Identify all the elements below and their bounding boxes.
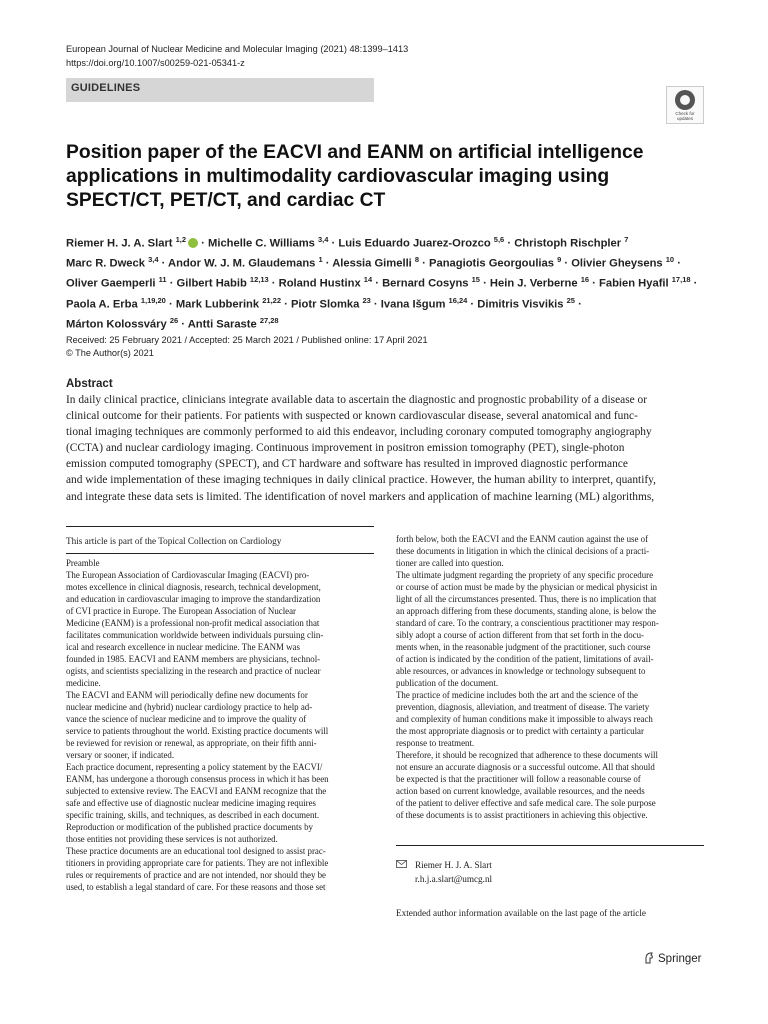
text-line: motes excellence in clinical diagnosis, research, technical development,: [66, 582, 321, 592]
extended-author-info: Extended author information available on the last page of the article: [396, 908, 647, 918]
text-line: sibly adopt a course of action different from that set forth in the docu-: [396, 630, 645, 640]
text-line: and education in cardiovascular imaging to improve the standardization: [66, 594, 321, 604]
author-name[interactable]: Panagiotis Georgoulias: [429, 257, 554, 270]
text-line: subjected to extensive review. The EACVI and EANM recognize that the: [66, 786, 327, 796]
text-line: These practice documents are an educational tool designed to assist prac-: [66, 846, 326, 856]
author-name[interactable]: Gilbert Habib: [176, 278, 247, 291]
check-for-updates-badge[interactable]: [666, 86, 704, 124]
abstract-heading: Abstract: [66, 378, 113, 390]
author-separator: ·: [322, 257, 333, 270]
dates-line: Received: 25 February 2021 / Accepted: 25 March 2021 / Published online: 17 April 2021: [66, 335, 428, 345]
publisher-name: Springer: [658, 953, 702, 965]
title-line: Position paper of the EACVI and EANM on artificial intelligence: [66, 142, 644, 163]
text-line: ments when, in the reasonable judgment of the practitioner, such course: [396, 642, 651, 652]
text-line: and complexity of human conditions make it impossible to always reach: [396, 714, 653, 724]
text-line: response to treatment.: [396, 738, 475, 748]
author-separator: ·: [370, 298, 381, 311]
text-line: used, to establish a legal standard of care. For these reasons and those set: [66, 882, 326, 892]
author-affiliation: 23: [362, 295, 371, 305]
text-line: or course of action must be made by the physician or medical physicist in: [396, 582, 658, 592]
author-name[interactable]: Bernard Cosyns: [382, 278, 469, 291]
author-separator: ·: [178, 318, 188, 331]
title-line: applications in multimodality cardiovascular imaging using: [66, 166, 610, 187]
article-title: [66, 141, 686, 213]
text-line: Preamble: [66, 558, 100, 568]
author-line: [66, 252, 726, 272]
author-name[interactable]: Antti Saraste: [187, 318, 257, 331]
author-affiliation: 11: [158, 275, 167, 285]
text-line: medicine.: [66, 678, 101, 688]
author-list: [66, 232, 726, 333]
author-affiliation: 14: [363, 275, 373, 285]
author-name[interactable]: Dimitris Visvikis: [477, 298, 564, 311]
text-line: an approach differing from these documents, standing alone, is below the: [396, 606, 657, 616]
author-affiliation: 9: [557, 255, 562, 265]
text-line: rules or requirements of practice and are not intended, nor should they be: [66, 870, 326, 880]
section-banner: [66, 78, 374, 102]
journal-header: [66, 42, 408, 70]
author-affiliation: 7: [624, 235, 629, 244]
preamble-column-right: [396, 533, 706, 821]
abstract-line: emission computed tomography (SPECT), and CT hardware and software has resulted in improved diagnostic performance: [66, 458, 628, 471]
text-line: these documents in litigation in which the clinical decisions of a practi-: [396, 546, 650, 556]
author-name[interactable]: Márton Kolossváry: [66, 318, 167, 331]
author-name[interactable]: Mark Lubberink: [175, 298, 260, 311]
author-affiliation: 16: [580, 275, 590, 285]
text-line: The European Association of Cardiovascular Imaging (EACVI) pro-: [66, 570, 310, 580]
crossmark-icon: [675, 90, 695, 110]
author-separator: ·: [328, 237, 339, 250]
author-name[interactable]: Roland Hustinx: [278, 278, 361, 291]
abstract-section: [66, 377, 703, 505]
author-affiliation: 1,2: [175, 235, 187, 244]
topical-collection-note: This article is part of the Topical Collection on Cardiology: [66, 536, 282, 546]
author-affiliation: 26: [169, 315, 179, 325]
text-line: vance the science of nuclear medicine and to improve the quality of: [66, 714, 307, 724]
author-affiliation: 3,4: [317, 235, 329, 244]
divider: [66, 553, 374, 554]
text-line: publication of the document.: [396, 678, 499, 688]
abstract-line: (CCTA) and nuclear cardiology imaging. Continuous improvement in positron emission tomography (PET), single-photon: [66, 442, 625, 455]
author-affiliation: 1: [318, 255, 323, 265]
author-separator: ·: [467, 298, 478, 311]
text-line: light of all the circumstances presented. Thus, there is no implication that: [396, 594, 657, 604]
author-separator: ·: [589, 278, 600, 291]
author-separator: ·: [165, 298, 176, 311]
author-name[interactable]: Piotr Slomka: [290, 298, 360, 311]
author-affiliation: 21,22: [262, 295, 282, 305]
author-affiliation: 10: [665, 255, 675, 265]
author-affiliation: 25: [566, 295, 575, 305]
text-line: be expected is that the practitioner will follow a reasonable course of: [396, 774, 641, 784]
author-separator: ·: [158, 257, 169, 270]
divider: [66, 526, 374, 527]
abstract-line: clinical outcome for their patients. For patients with suspected or known cardiovascular disease, several anatomical and func-: [66, 410, 638, 423]
text-line: not ensure an accurate diagnosis or a successful outcome. All that should: [396, 762, 655, 772]
author-affiliation: 17,18: [671, 275, 691, 285]
author-name[interactable]: Christoph Rischpler: [514, 237, 622, 250]
envelope-icon: [396, 860, 407, 868]
author-affiliation: 1,19,20: [140, 295, 166, 305]
preamble-column-left: [66, 557, 376, 893]
text-line: forth below, both the EACVI and the EANM caution against the use of: [396, 534, 649, 544]
author-name[interactable]: Alessia Gimelli: [332, 257, 412, 270]
text-line: Each practice document, representing a policy statement by the EACVI/: [66, 762, 323, 772]
abstract-line: In daily clinical practice, clinicians integrate available data to ascertain the diagnostic and prognostic probability of a disease or: [66, 394, 648, 406]
text-line: of action is indicated by the condition of the patient, limitations of avail-: [396, 654, 654, 664]
springer-horse-icon: [643, 952, 655, 964]
contact-name: Riemer H. J. A. Slart: [415, 860, 492, 870]
text-line: nuclear medicine and (hybrid) nuclear cardiology practice to help ad-: [66, 702, 313, 712]
text-line: Therefore, it should be recognized that adherence to these documents will: [396, 750, 658, 760]
author-separator: ·: [674, 257, 681, 270]
author-line: [66, 313, 726, 333]
journal-citation: European Journal of Nuclear Medicine and Molecular Imaging (2021) 48:1399–1413: [66, 44, 409, 54]
crossmark-text: Check for updates: [675, 111, 695, 121]
title-line: SPECT/CT, PET/CT, and cardiac CT: [66, 190, 386, 211]
section-label: GUIDELINES: [71, 82, 141, 94]
publication-dates: [66, 334, 428, 360]
author-separator: ·: [268, 278, 279, 291]
text-line: safe and effective use of diagnostic nuclear medicine imaging requires: [66, 798, 316, 808]
text-line: versary or sooner, if indicated.: [66, 750, 175, 760]
copyright-icon: ©: [66, 348, 76, 358]
divider: [396, 845, 704, 846]
text-line: the most appropriate diagnosis or to predict with certainty a particular: [396, 726, 644, 736]
copyright-line: © The Author(s) 2021: [66, 348, 154, 358]
author-name[interactable]: Olivier Gheysens: [571, 257, 663, 270]
text-line: those entities not providing these services is not authorized.: [66, 834, 278, 844]
text-line: Reproduction or modification of the published practice documents by: [66, 822, 313, 832]
author-line: [66, 272, 726, 292]
author-name[interactable]: Riemer H. J. A. Slart: [66, 237, 173, 250]
author-affiliation: 5,6: [493, 235, 505, 244]
author-line: [66, 293, 726, 313]
author-name[interactable]: Luis Eduardo Juarez-Orozco: [338, 237, 491, 250]
text-line: prevention, diagnosis, alleviation, and treatment of disease. The variety: [396, 702, 650, 712]
author-separator: ·: [479, 278, 490, 291]
text-line: standard of care. To the contrary, a conscientious practitioner may respon-: [396, 618, 659, 628]
abstract-line: and wide implementation of these imaging techniques in daily clinical practice. However, the human ability to interpret, quantify,: [66, 474, 656, 487]
author-name[interactable]: Andor W. J. M. Glaudemans: [168, 257, 316, 270]
text-line: of the patient to deliver effective and safe medical care. The sole purpose: [396, 798, 656, 808]
orcid-icon[interactable]: [188, 238, 198, 248]
text-line: The practice of medicine includes both the art and the science of the: [396, 690, 638, 700]
text-line: action based on current knowledge, available resources, and the needs: [396, 786, 645, 796]
author-separator: ·: [561, 257, 572, 270]
abstract-line: and integrate these data sets is limited. The identification of novel markers and application of machine learning (ML) algorithms,: [66, 490, 655, 503]
author-separator: ·: [690, 278, 698, 291]
text-line: The ultimate judgment regarding the propriety of any specific procedure: [396, 570, 654, 580]
text-line: be reviewed for revision or renewal, as appropriate, on their fifth anni-: [66, 738, 317, 748]
author-affiliation: 16,24: [448, 295, 468, 305]
author-affiliation: 3,4: [148, 255, 159, 265]
author-name[interactable]: Michelle C. Williams: [208, 237, 315, 250]
text-line: founded in 1985. EACVI and EANM members are physicians, technol-: [66, 654, 321, 664]
text-line: tioner are called into question.: [396, 558, 504, 568]
author-separator: ·: [574, 298, 582, 311]
doi-link[interactable]: https://doi.org/10.1007/s00259-021-05341-z: [66, 58, 245, 68]
abstract-line: tional imaging techniques are commonly performed to aid this endeavor, including coronary computed tomography angiography: [66, 426, 652, 439]
author-separator: ·: [419, 257, 430, 270]
author-separator: ·: [372, 278, 383, 291]
author-name[interactable]: Ivana Išgum: [380, 298, 446, 311]
text-line: specific training, skills, and techniques, as described in each document.: [66, 810, 320, 820]
text-line: EANM, has undergone a thorough consensus process in which it has been: [66, 774, 329, 784]
text-line: facilitates communication worldwide between individuals pursuing clin-: [66, 630, 324, 640]
text-line: Medicine (EANM) is a professional non-profit medical association that: [66, 618, 320, 628]
author-name[interactable]: Paola A. Erba: [66, 298, 138, 311]
author-affiliation: 27,28: [259, 315, 279, 325]
author-name[interactable]: Fabien Hyafil: [599, 278, 669, 291]
text-line: service to patients throughout the world. Existing practice documents will: [66, 726, 329, 736]
author-affiliation: 15: [471, 275, 480, 285]
author-line: [66, 232, 726, 252]
author-affiliation: 12,13: [249, 275, 269, 285]
author-separator: ·: [166, 278, 177, 291]
author-name[interactable]: Marc R. Dweck: [66, 257, 145, 270]
text-line: titioners in providing appropriate care for patients. They are not inflexible: [66, 858, 329, 868]
text-line: The EACVI and EANM will periodically define new documents for: [66, 690, 308, 700]
text-line: ical and research excellence in nuclear medicine. The EANM was: [66, 642, 300, 652]
author-separator: ·: [504, 237, 515, 250]
author-name[interactable]: Oliver Gaemperli: [66, 278, 156, 291]
author-separator: ·: [281, 298, 291, 311]
text-line: of these documents is to assist practitioners in achieving this objective.: [396, 810, 648, 820]
author-affiliation: 8: [414, 255, 420, 265]
abstract-body: [66, 392, 703, 505]
contact-email[interactable]: r.h.j.a.slart@umcg.nl: [415, 874, 493, 884]
author-name[interactable]: Hein J. Verberne: [489, 278, 578, 291]
author-separator: ·: [198, 237, 209, 250]
text-line: ogists, and scientists specializing in the research and practice of nuclear: [66, 666, 321, 676]
publisher-logo: [643, 952, 701, 965]
text-line: able resources, or advances in knowledge or technology subsequent to: [396, 666, 646, 676]
text-line: of CVI practice in Europe. The European Association of Nuclear: [66, 606, 297, 616]
